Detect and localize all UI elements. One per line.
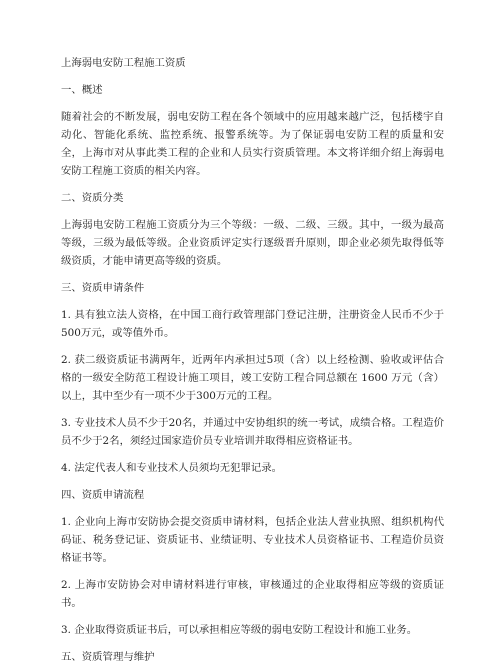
paragraph: 上海弱电安防工程施工资质分为三个等级：一级、二级、三级。其中，一级为最高等级，三级为最低等级。企业资质评定实行逐级晋升原则，即企业必须先取得低等级资质，才能申请更高等级的资质。: [61, 219, 444, 267]
list-item: 1. 具有独立法人资格，在中国工商行政管理部门登记注册，注册资金人民币不少于500万元，或等值外币。: [61, 309, 444, 339]
list-item: 4. 法定代表人和专业技术人员须均无犯罪记录。: [61, 462, 283, 474]
section-classification: [61, 189, 444, 270]
section-heading: 五、资质管理与维护: [61, 651, 155, 663]
section-management: [61, 648, 444, 666]
section-heading: 一、概述: [61, 84, 103, 96]
section-heading: 二、资质分类: [61, 192, 124, 204]
paragraph: 随着社会的不断发展，弱电安防工程在各个领域中的应用越来越广泛，包括楼宇自动化、智能化系统、监控系统、报警系统等。为了保证弱电安防工程的质量和安全，上海市对从事此类工程的企业和人员实行资质管理。本文将详细介绍上海弱电安防工程施工资质的相关内容。: [61, 111, 444, 177]
list-item: 2. 获二级资质证书满两年，近两年内承担过5项（含）以上经检测、验收或评估合格的一级安全防范工程设计施工项目，竣工安防工程合同总额在 1600 万元（含）以上，其中至少有一项不少于300万元的工程。: [61, 354, 444, 402]
document-title: 上海弱电安防工程施工资质: [61, 57, 186, 69]
section-overview: [61, 81, 444, 180]
list-item: 3. 企业取得资质证书后，可以承担相应等级的弱电安防工程设计和施工业务。: [61, 624, 418, 636]
section-heading: 四、资质申请流程: [61, 489, 145, 501]
list-item: 1. 企业向上海市安防协会提交资质申请材料，包括企业法人营业执照、组织机构代码证、税务登记证、资质证书、业绩证明、专业技术人员资格证书、工程造价员资格证书等。: [61, 516, 444, 564]
section-process: [61, 486, 444, 639]
section-heading: 三、资质申请条件: [61, 282, 145, 294]
section-conditions: [61, 279, 444, 477]
list-item: 2. 上海市安防协会对申请材料进行审核，审核通过的企业取得相应等级的资质证书。: [61, 579, 444, 609]
list-item: 3. 专业技术人员不少于20名，并通过中安协组织的统一考试，成绩合格。工程造价员不少于2名，须经过国家造价员专业培训并取得相应资格证书。: [61, 417, 444, 447]
